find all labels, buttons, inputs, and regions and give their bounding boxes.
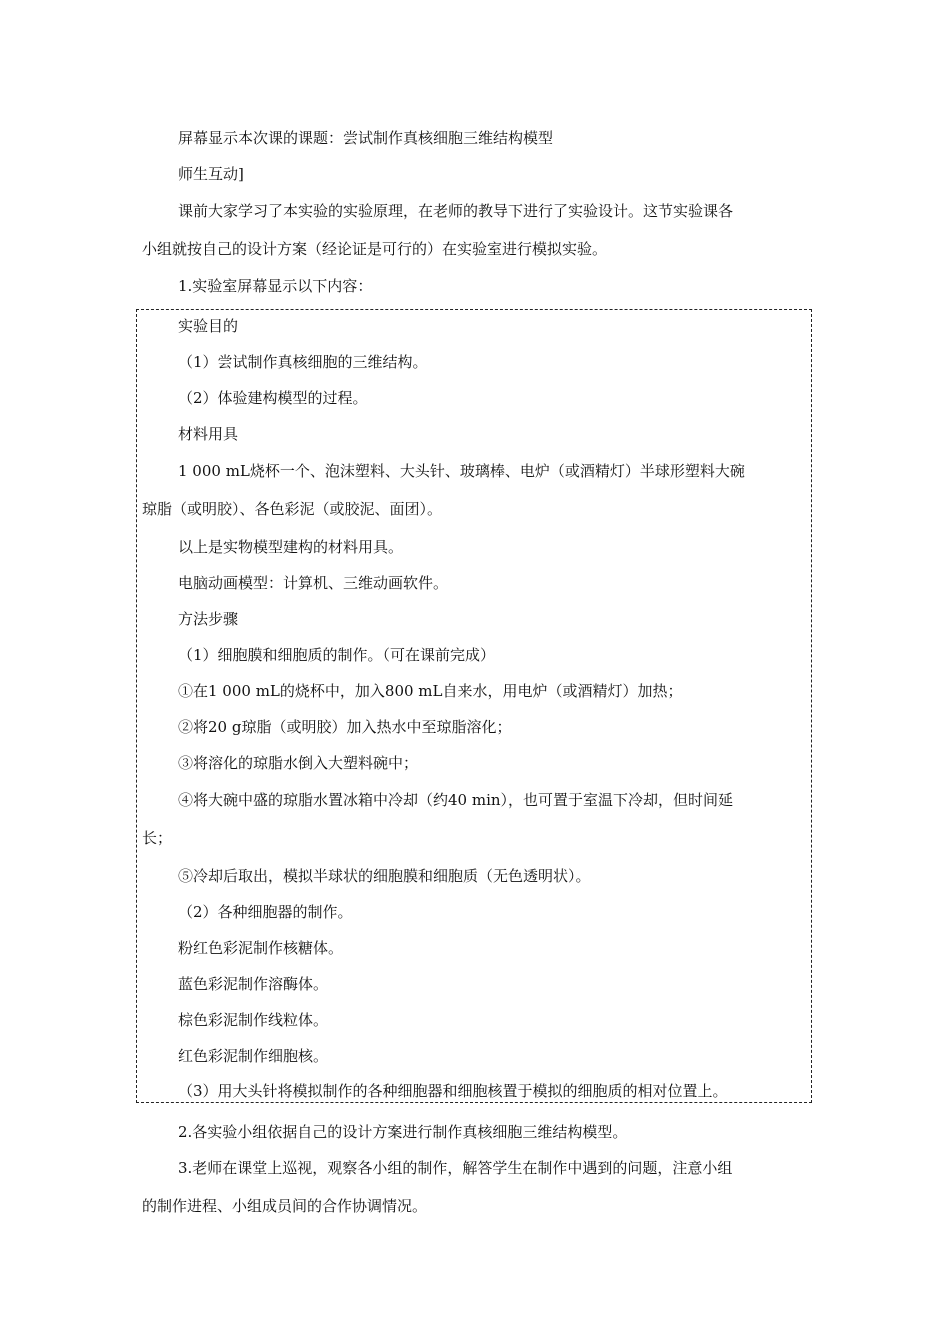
step-1-a: ①在1 000 mL的烧杯中，加入800 mL自来水，用电炉（或酒精灯）加热； <box>178 682 683 700</box>
item-3-line-2: 的制作进程、小组成员间的合作协调情况。 <box>142 1197 428 1215</box>
step-2-a: 粉红色彩泥制作核糖体。 <box>178 939 344 957</box>
step-2-heading: （2）各种细胞器的制作。 <box>178 903 353 921</box>
step-1-e: ⑤冷却后取出，模拟半球状的细胞膜和细胞质（无色透明状）。 <box>178 867 591 885</box>
step-1-d-line-1: ④将大碗中盛的琼脂水置冰箱中冷却（约40 min），也可置于室温下冷却，但时间延 <box>178 791 734 809</box>
item-2-line: 2.各实验小组依据自己的设计方案进行制作真核细胞三维结构模型。 <box>178 1123 628 1141</box>
topic-line: 屏幕显示本次课的课题：尝试制作真核细胞三维结构模型 <box>178 129 554 147</box>
step-2-b: 蓝色彩泥制作溶酶体。 <box>178 975 329 993</box>
step-2-d: 红色彩泥制作细胞核。 <box>178 1047 329 1065</box>
step-2-c: 棕色彩泥制作线粒体。 <box>178 1011 329 1029</box>
materials-heading: 材料用具 <box>178 425 239 443</box>
intro-paragraph-line-1: 课前大家学习了本实验的实验原理，在老师的教导下进行了实验设计。这节实验课各 <box>178 202 734 220</box>
intro-paragraph-line-2: 小组就按自己的设计方案（经论证是可行的）在实验室进行模拟实验。 <box>142 240 608 258</box>
materials-note: 以上是实物模型建构的材料用具。 <box>178 538 404 556</box>
method-heading: 方法步骤 <box>178 610 239 628</box>
materials-line-2: 琼脂（或明胶）、各色彩泥（或胶泥、面团）。 <box>142 500 443 518</box>
computer-model-line: 电脑动画模型：计算机、三维动画软件。 <box>178 574 449 592</box>
step-1-c: ③将溶化的琼脂水倒入大塑料碗中； <box>178 754 419 772</box>
materials-line-1: 1 000 mL烧杯一个、泡沫塑料、大头针、玻璃棒、电炉（或酒精灯）半球形塑料大碗 <box>178 462 745 480</box>
step-1-d-line-2: 长； <box>142 829 173 847</box>
purpose-heading: 实验目的 <box>178 317 239 335</box>
step-1-b: ②将20 g琼脂（或明胶）加入热水中至琼脂溶化； <box>178 718 512 736</box>
step-3-line: （3）用大头针将模拟制作的各种细胞器和细胞核置于模拟的细胞质的相对位置上。 <box>178 1082 728 1100</box>
purpose-item-1: （1）尝试制作真核细胞的三维结构。 <box>178 353 428 371</box>
step-1-heading: （1）细胞膜和细胞质的制作。（可在课前完成） <box>178 646 496 664</box>
interaction-heading: 师生互动] <box>178 165 244 183</box>
item-3-line-1: 3.老师在课堂上巡视，观察各小组的制作，解答学生在制作中遇到的问题，注意小组 <box>178 1159 733 1177</box>
purpose-item-2: （2）体验建构模型的过程。 <box>178 389 368 407</box>
item-1-line: 1.实验室屏幕显示以下内容： <box>178 277 373 295</box>
